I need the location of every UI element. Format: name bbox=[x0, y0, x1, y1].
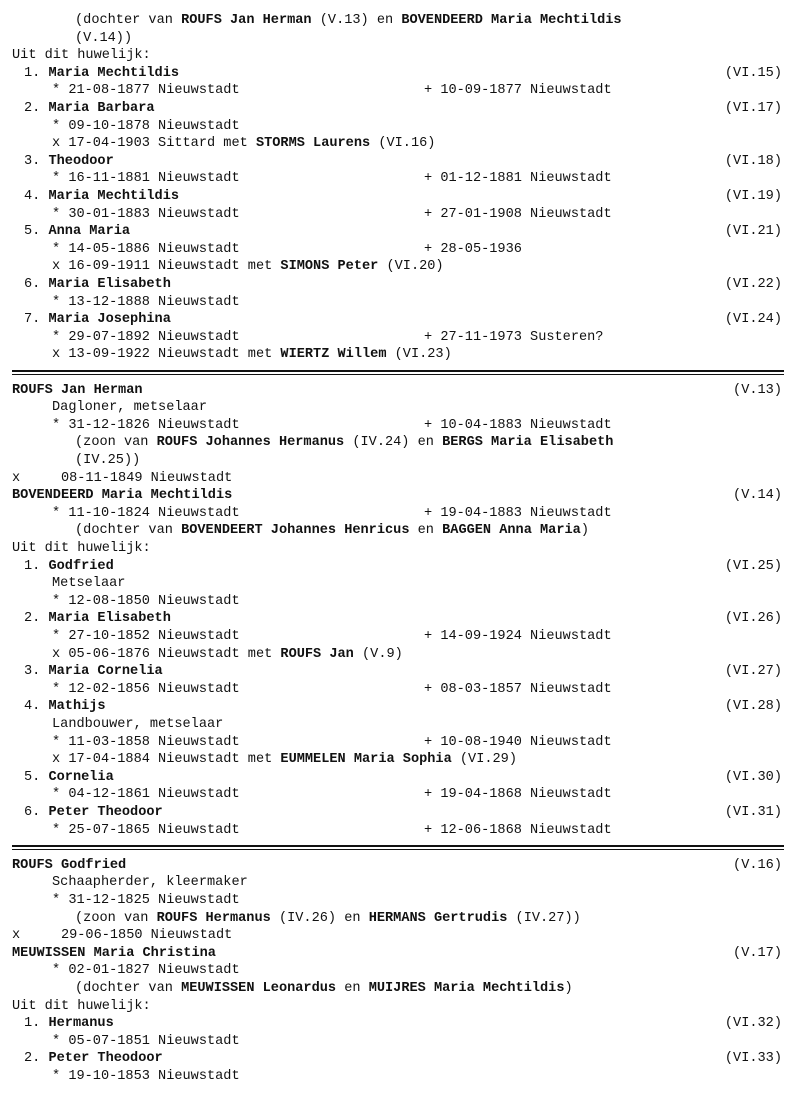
text-fragment: x 13-09-1922 Nieuwstadt met bbox=[52, 347, 281, 363]
text-fragment: 4. bbox=[24, 699, 49, 715]
generation-reference: (V.16) bbox=[733, 857, 782, 873]
document-line bbox=[0, 1050, 800, 1068]
line-text bbox=[52, 329, 240, 347]
person-name: SIMONS Peter bbox=[280, 259, 379, 275]
text-fragment: (VI.29) bbox=[451, 752, 517, 768]
person-name: Maria Elisabeth bbox=[48, 611, 171, 627]
text-fragment: (zoon van bbox=[75, 910, 157, 926]
document-line bbox=[0, 241, 800, 259]
document-line bbox=[0, 575, 800, 593]
person-name: ROUFS Jan Herman bbox=[181, 13, 312, 28]
text-fragment: 1. bbox=[24, 558, 49, 574]
person-name: Maria Mechtildis bbox=[48, 65, 180, 81]
line-text bbox=[52, 241, 240, 259]
document-line bbox=[0, 311, 800, 329]
person-name: ROUFS Johannes Hermanus bbox=[156, 435, 345, 451]
text-fragment: Uit dit huwelijk: bbox=[12, 541, 151, 556]
text-fragment: Uit dit huwelijk: bbox=[12, 48, 151, 64]
document-line bbox=[0, 663, 800, 681]
line-text bbox=[12, 487, 232, 505]
line-text bbox=[24, 663, 163, 681]
line-text bbox=[52, 1068, 240, 1086]
line-text bbox=[52, 258, 444, 276]
person-name: Maria Barbara bbox=[48, 101, 155, 116]
generation-reference: (VI.30) bbox=[724, 769, 782, 785]
line-text bbox=[52, 593, 240, 611]
person-name: Maria Josephina bbox=[48, 312, 171, 328]
document-line bbox=[0, 1015, 800, 1033]
section-divider bbox=[12, 370, 784, 375]
person-name: Mathijs bbox=[48, 699, 106, 715]
line-text bbox=[24, 188, 179, 206]
line-text bbox=[24, 698, 106, 716]
person-name: BAGGEN Anna Maria bbox=[442, 523, 581, 539]
text-fragment: Uit dit huwelijk: bbox=[12, 998, 151, 1014]
document-line bbox=[0, 206, 800, 224]
text-fragment: (dochter van bbox=[75, 13, 182, 28]
text-fragment: (V.13) en bbox=[311, 13, 402, 28]
document-line bbox=[0, 980, 800, 998]
text-fragment: 6. bbox=[24, 277, 49, 292]
document-line bbox=[0, 610, 800, 628]
line-text bbox=[24, 610, 171, 628]
line-text bbox=[52, 628, 240, 646]
document-line bbox=[0, 135, 800, 153]
generation-reference: (V.17) bbox=[733, 945, 782, 961]
line-text bbox=[52, 786, 240, 804]
document-line bbox=[0, 892, 800, 910]
line-text bbox=[52, 874, 248, 892]
text-fragment: en bbox=[409, 523, 443, 539]
document-line bbox=[0, 346, 800, 364]
text-fragment: (VI.20) bbox=[378, 259, 444, 275]
person-name: ROUFS Hermanus bbox=[156, 910, 271, 926]
text-fragment: * 31-12-1826 Nieuwstadt bbox=[52, 417, 240, 433]
generation-reference: (VI.24) bbox=[724, 312, 782, 328]
generation-reference: (VI.17) bbox=[724, 101, 782, 116]
document-line bbox=[0, 786, 800, 804]
document-line bbox=[0, 65, 800, 83]
document-line bbox=[0, 258, 800, 276]
text-fragment: * 09-10-1878 Nieuwstadt bbox=[52, 118, 240, 134]
text-fragment: x 17-04-1903 Sittard met bbox=[52, 136, 256, 152]
person-name: HERMANS Gertrudis bbox=[368, 910, 508, 926]
document-line bbox=[0, 100, 800, 118]
line-text bbox=[12, 927, 232, 945]
text-fragment: (IV.25)) bbox=[75, 453, 141, 468]
text-fragment: Metselaar bbox=[52, 576, 126, 592]
death-record: + 08-03-1857 Nieuwstadt bbox=[424, 681, 612, 697]
line-text bbox=[52, 751, 517, 769]
death-record: + 10-04-1883 Nieuwstadt bbox=[424, 417, 612, 433]
text-fragment: * 30-01-1883 Nieuwstadt bbox=[52, 206, 240, 222]
generation-reference: (VI.18) bbox=[724, 153, 782, 169]
text-fragment: 5. bbox=[24, 769, 49, 785]
document-line bbox=[0, 329, 800, 347]
text-fragment: (zoon van bbox=[75, 435, 157, 451]
text-fragment: 5. bbox=[24, 224, 49, 240]
line-text bbox=[52, 505, 240, 523]
generation-reference: (VI.19) bbox=[724, 189, 782, 204]
generation-reference: (VI.15) bbox=[724, 65, 782, 81]
document-line bbox=[0, 910, 800, 928]
line-text bbox=[24, 276, 171, 294]
text-fragment: 3. bbox=[24, 664, 49, 680]
line-text bbox=[52, 170, 240, 188]
text-fragment: ) bbox=[580, 523, 589, 539]
document-line bbox=[0, 47, 800, 65]
person-name: Hermanus bbox=[48, 1016, 114, 1032]
text-fragment: x 08-11-1849 Nieuwstadt bbox=[12, 470, 233, 486]
document-line bbox=[0, 558, 800, 576]
line-text bbox=[52, 822, 240, 840]
text-fragment: en bbox=[336, 981, 369, 996]
text-fragment: (IV.26) en bbox=[270, 910, 369, 926]
line-text bbox=[52, 82, 240, 100]
text-fragment: 2. bbox=[24, 611, 49, 627]
person-name: Peter Theodoor bbox=[48, 1051, 163, 1067]
document-line bbox=[0, 734, 800, 752]
text-fragment: x 16-09-1911 Nieuwstadt met bbox=[52, 259, 281, 275]
death-record: + 10-08-1940 Nieuwstadt bbox=[424, 734, 612, 750]
text-fragment: ) bbox=[564, 981, 573, 996]
text-fragment: (V.9) bbox=[353, 646, 403, 662]
document-line bbox=[0, 470, 800, 488]
person-name: WIERTZ Willem bbox=[280, 347, 387, 363]
text-fragment: (IV.24) en bbox=[344, 435, 443, 451]
line-text bbox=[52, 716, 223, 734]
generation-reference: (VI.31) bbox=[724, 805, 782, 820]
line-text bbox=[12, 945, 216, 963]
document-line bbox=[0, 382, 800, 400]
line-text bbox=[24, 65, 179, 83]
document-line bbox=[0, 698, 800, 716]
document-line bbox=[0, 82, 800, 100]
line-text bbox=[75, 434, 613, 452]
document-line bbox=[0, 153, 800, 171]
text-fragment: (VI.23) bbox=[386, 347, 452, 363]
document-line bbox=[0, 434, 800, 452]
person-name: EUMMELEN Maria Sophia bbox=[280, 752, 452, 768]
text-fragment: * 11-10-1824 Nieuwstadt bbox=[52, 505, 240, 521]
person-name: ROUFS Jan bbox=[280, 646, 354, 662]
generation-reference: (VI.32) bbox=[724, 1016, 782, 1032]
person-name: Cornelia bbox=[48, 769, 114, 785]
person-name: Maria Elisabeth bbox=[48, 277, 171, 292]
line-text bbox=[52, 346, 452, 364]
line-text bbox=[52, 135, 435, 153]
death-record: + 28-05-1936 bbox=[424, 241, 522, 257]
document-line bbox=[0, 540, 800, 558]
document-line bbox=[0, 945, 800, 963]
line-text bbox=[52, 962, 240, 980]
line-text bbox=[24, 153, 114, 171]
document-line bbox=[0, 769, 800, 787]
line-text bbox=[75, 30, 132, 48]
person-name: ROUFS Godfried bbox=[12, 857, 127, 873]
text-fragment: 6. bbox=[24, 805, 49, 820]
document-line bbox=[0, 487, 800, 505]
text-fragment: * 02-01-1827 Nieuwstadt bbox=[52, 963, 240, 979]
document-line bbox=[0, 646, 800, 664]
text-fragment: * 11-03-1858 Nieuwstadt bbox=[52, 734, 240, 750]
text-fragment: (V.14)) bbox=[75, 30, 133, 46]
document-line bbox=[0, 857, 800, 875]
text-fragment: * 19-10-1853 Nieuwstadt bbox=[52, 1069, 240, 1084]
text-fragment: (IV.27)) bbox=[507, 910, 581, 926]
document-line bbox=[0, 681, 800, 699]
document-line bbox=[0, 962, 800, 980]
death-record: + 19-04-1883 Nieuwstadt bbox=[424, 505, 612, 521]
line-text bbox=[75, 452, 140, 470]
line-text bbox=[75, 980, 573, 998]
section-divider bbox=[12, 845, 784, 850]
document-line bbox=[0, 188, 800, 206]
person-name: BERGS Maria Elisabeth bbox=[442, 435, 614, 451]
line-text bbox=[24, 1015, 114, 1033]
person-name: BOVENDEERD Maria Mechtildis bbox=[401, 13, 622, 28]
line-text bbox=[24, 769, 114, 787]
line-text bbox=[52, 399, 207, 417]
text-fragment: * 31-12-1825 Nieuwstadt bbox=[52, 893, 240, 908]
person-name: Maria Mechtildis bbox=[48, 189, 180, 204]
document-line bbox=[0, 399, 800, 417]
person-name: STORMS Laurens bbox=[255, 136, 371, 152]
line-text bbox=[52, 734, 240, 752]
document-line bbox=[0, 874, 800, 892]
generation-reference: (V.14) bbox=[733, 488, 782, 504]
text-fragment: (VI.16) bbox=[370, 136, 436, 152]
line-text bbox=[12, 47, 151, 65]
line-text bbox=[24, 1050, 163, 1068]
text-fragment: x 29-06-1850 Nieuwstadt bbox=[12, 928, 233, 944]
text-fragment: * 21-08-1877 Nieuwstadt bbox=[52, 83, 240, 99]
line-text bbox=[52, 206, 240, 224]
document-line bbox=[0, 170, 800, 188]
line-text bbox=[12, 470, 232, 488]
text-fragment: x 05-06-1876 Nieuwstadt met bbox=[52, 646, 281, 662]
person-name: MEUWISSEN Maria Christina bbox=[12, 945, 216, 961]
generation-reference: (VI.28) bbox=[724, 699, 782, 715]
text-fragment: 4. bbox=[24, 189, 49, 204]
text-fragment: * 04-12-1861 Nieuwstadt bbox=[52, 787, 240, 803]
line-text bbox=[52, 646, 403, 664]
generation-reference: (VI.26) bbox=[724, 611, 782, 627]
document-line bbox=[0, 751, 800, 769]
document-line bbox=[0, 294, 800, 312]
text-fragment: * 13-12-1888 Nieuwstadt bbox=[52, 294, 240, 310]
document-line bbox=[0, 12, 800, 30]
person-name: Godfried bbox=[48, 558, 114, 574]
document-line bbox=[0, 505, 800, 523]
document-line bbox=[0, 223, 800, 241]
text-fragment: (dochter van bbox=[75, 981, 182, 996]
line-text bbox=[75, 12, 622, 30]
line-text bbox=[24, 100, 155, 118]
text-fragment: x 17-04-1884 Nieuwstadt met bbox=[52, 752, 281, 768]
text-fragment: 3. bbox=[24, 153, 49, 169]
text-fragment: * 14-05-1886 Nieuwstadt bbox=[52, 241, 240, 257]
text-fragment: * 12-02-1856 Nieuwstadt bbox=[52, 681, 240, 697]
line-text bbox=[52, 892, 240, 910]
document-line bbox=[0, 1033, 800, 1051]
person-name: ROUFS Jan Herman bbox=[12, 382, 143, 398]
line-text bbox=[52, 294, 240, 312]
document-line bbox=[0, 716, 800, 734]
text-fragment: 2. bbox=[24, 1051, 49, 1067]
text-fragment: * 05-07-1851 Nieuwstadt bbox=[52, 1033, 240, 1049]
document-line bbox=[0, 30, 800, 48]
generation-reference: (V.13) bbox=[733, 382, 782, 398]
death-record: + 01-12-1881 Nieuwstadt bbox=[424, 171, 612, 187]
text-fragment: * 12-08-1850 Nieuwstadt bbox=[52, 593, 240, 609]
line-text bbox=[52, 417, 240, 435]
person-name: Theodoor bbox=[48, 153, 114, 169]
document-line bbox=[0, 628, 800, 646]
generation-reference: (VI.25) bbox=[724, 558, 782, 574]
document-line bbox=[0, 522, 800, 540]
person-name: MEUWISSEN Leonardus bbox=[181, 981, 337, 996]
death-record: + 10-09-1877 Nieuwstadt bbox=[424, 83, 612, 99]
death-record: + 27-11-1973 Susteren? bbox=[424, 329, 604, 345]
document-line bbox=[0, 927, 800, 945]
line-text bbox=[52, 681, 240, 699]
document-line bbox=[0, 452, 800, 470]
text-fragment: * 16-11-1881 Nieuwstadt bbox=[52, 171, 240, 187]
line-text bbox=[24, 223, 130, 241]
text-fragment: 1. bbox=[24, 1016, 49, 1032]
person-name: BOVENDEERD Maria Mechtildis bbox=[12, 488, 233, 504]
document-line bbox=[0, 1068, 800, 1086]
death-record: + 27-01-1908 Nieuwstadt bbox=[424, 206, 612, 222]
text-fragment: * 27-10-1852 Nieuwstadt bbox=[52, 629, 240, 644]
generation-reference: (VI.27) bbox=[724, 664, 782, 680]
line-text bbox=[12, 998, 151, 1016]
text-fragment: 1. bbox=[24, 65, 49, 81]
line-text bbox=[75, 522, 589, 540]
line-text bbox=[12, 540, 151, 558]
death-record: + 14-09-1924 Nieuwstadt bbox=[424, 629, 612, 644]
line-text bbox=[24, 804, 163, 822]
line-text bbox=[52, 575, 125, 593]
line-text bbox=[24, 558, 114, 576]
generation-reference: (VI.22) bbox=[724, 277, 782, 292]
text-fragment: Dagloner, metselaar bbox=[52, 400, 207, 416]
generation-reference: (VI.21) bbox=[724, 224, 782, 240]
document-line bbox=[0, 118, 800, 136]
document-line bbox=[0, 822, 800, 840]
line-text bbox=[12, 857, 126, 875]
line-text bbox=[52, 1033, 240, 1051]
document-line bbox=[0, 417, 800, 435]
line-text bbox=[24, 311, 171, 329]
document-line bbox=[0, 804, 800, 822]
person-name: Maria Cornelia bbox=[48, 664, 163, 680]
text-fragment: * 29-07-1892 Nieuwstadt bbox=[52, 329, 240, 345]
text-fragment: 7. bbox=[24, 312, 49, 328]
document-line bbox=[0, 593, 800, 611]
person-name: BOVENDEERT Johannes Henricus bbox=[181, 523, 410, 539]
person-name: Peter Theodoor bbox=[48, 805, 163, 820]
person-name: MUIJRES Maria Mechtildis bbox=[368, 981, 565, 996]
text-fragment: 2. bbox=[24, 101, 49, 116]
document-line bbox=[0, 276, 800, 294]
text-fragment: Schaapherder, kleermaker bbox=[52, 875, 248, 891]
death-record: + 19-04-1868 Nieuwstadt bbox=[424, 787, 612, 803]
text-fragment: Landbouwer, metselaar bbox=[52, 717, 224, 732]
document-line bbox=[0, 998, 800, 1016]
person-name: Anna Maria bbox=[48, 224, 131, 240]
text-fragment: * 25-07-1865 Nieuwstadt bbox=[52, 822, 240, 838]
death-record: + 12-06-1868 Nieuwstadt bbox=[424, 822, 612, 838]
text-fragment: (dochter van bbox=[75, 523, 182, 539]
line-text bbox=[12, 382, 143, 400]
line-text bbox=[75, 910, 581, 928]
line-text bbox=[52, 118, 240, 136]
generation-reference: (VI.33) bbox=[724, 1051, 782, 1067]
